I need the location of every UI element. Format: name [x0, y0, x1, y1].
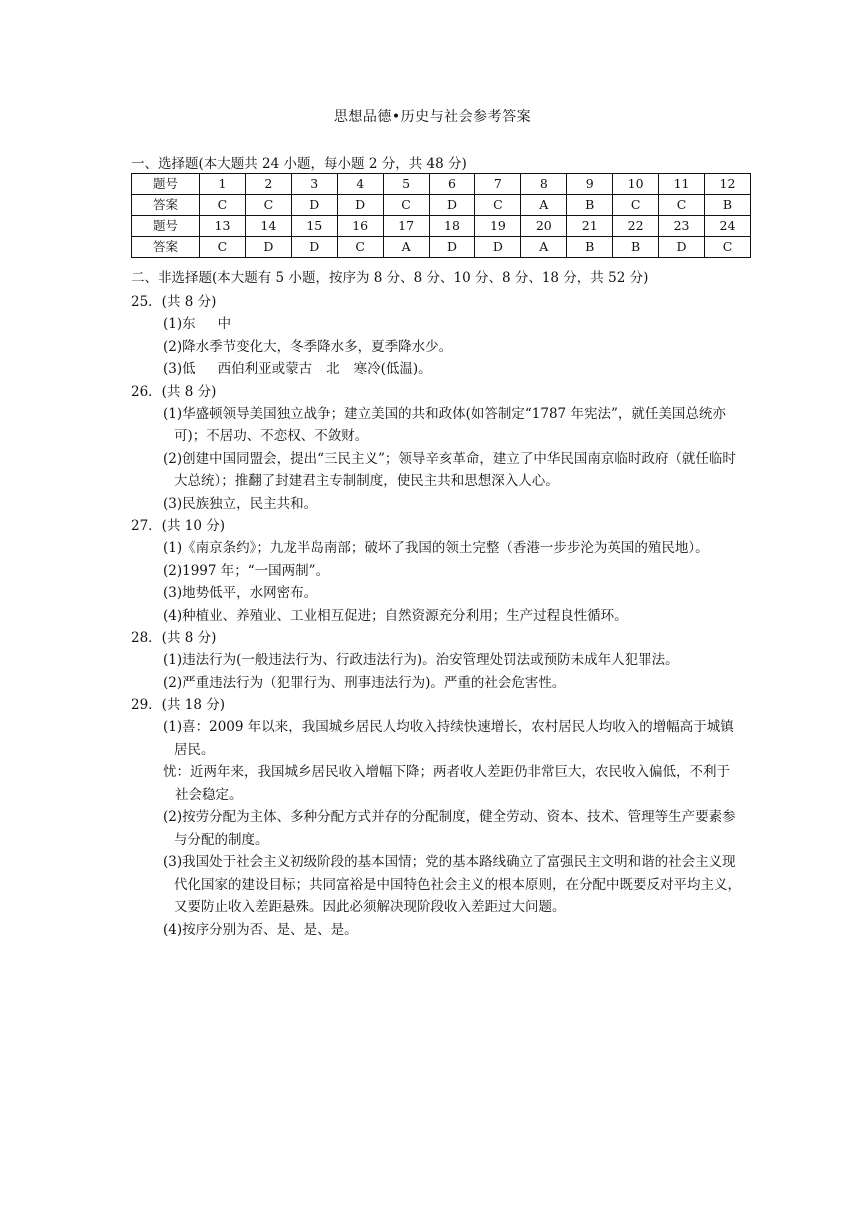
question-number: 9 [567, 174, 613, 195]
answer-cell: D [291, 195, 337, 216]
q25-answer-1: (1)东 中 [163, 316, 232, 332]
question-number: 13 [200, 216, 246, 237]
question-number: 4 [337, 174, 383, 195]
answer-cell: B [567, 195, 613, 216]
answer-cell: D [291, 237, 337, 258]
question-number: 1 [200, 174, 246, 195]
q27-answer-1: (1)《南京条约》；九龙半岛南部；破坏了我国的领土完整（香港一步步沦为英国的殖民地）。 [163, 540, 709, 556]
answer-cell: D [429, 195, 475, 216]
question-27-heading: 27．(共 10 分) [131, 518, 225, 534]
q27-answer-3: (3)地势低平，水网密布。 [163, 585, 318, 601]
question-number: 23 [659, 216, 705, 237]
question-25-heading: 25．(共 8 分) [131, 294, 217, 310]
answer-cell: B [613, 237, 659, 258]
answer-cell: D [245, 237, 291, 258]
q25-answer-3: (3)低 西伯利亚或蒙古 北 寒冷(低温)。 [163, 361, 432, 377]
question-number: 18 [429, 216, 475, 237]
question-number: 24 [704, 216, 750, 237]
q29-answer-3: (3)我国处于社会主义初级阶段的基本国情；党的基本路线确立了富强民主文明和谐的社会主义现代化国家的建设目标；共同富裕是中国特色社会主义的根本原则，在分配中既要反对平均主义，又要防止收入差距悬殊。因此必须解决现阶段收入差距过大问题。 [163, 854, 741, 915]
q29-answer-2: (2)按劳分配为主体、多种分配方式并存的分配制度，健全劳动、资本、技术、管理等生产要素参与分配的制度。 [163, 809, 736, 848]
section-1-heading: 一、选择题(本大题共 24 小题，每小题 2 分，共 48 分) [131, 156, 467, 172]
answer-cell: C [475, 195, 521, 216]
answer-cell: D [659, 237, 705, 258]
answer-table [131, 173, 751, 258]
q26-answer-2: (2)创建中国同盟会，提出“三民主义”；领导辛亥革命，建立了中华民国南京临时政府（就任临时大总统）；推翻了封建君主专制制度，使民主共和思想深入人心。 [163, 450, 736, 489]
answer-cell: C [200, 195, 246, 216]
answer-cell: C [200, 237, 246, 258]
question-number: 15 [291, 216, 337, 237]
answer-cell: D [429, 237, 475, 258]
question-number: 12 [704, 174, 750, 195]
row-label: 答案 [132, 195, 200, 216]
question-number: 16 [337, 216, 383, 237]
q28-answer-1: (1)违法行为(一般违法行为、行政违法行为)。治安管理处罚法或预防未成年人犯罪法。 [163, 652, 679, 668]
answer-cell: C [704, 237, 750, 258]
q28-answer-2: (2)严重违法行为（犯罪行为、刑事违法行为)。严重的社会危害性。 [163, 674, 566, 691]
question-number: 6 [429, 174, 475, 195]
q27-answer-4: (4)种植业、养殖业、工业相互促进；自然资源充分利用；生产过程良性循环。 [163, 607, 628, 624]
question-number: 2 [245, 174, 291, 195]
row-label: 题号 [132, 174, 200, 195]
question-number: 5 [383, 174, 429, 195]
answer-cell: B [567, 237, 613, 258]
question-number: 22 [613, 216, 659, 237]
answer-cell: C [337, 237, 383, 258]
question-number: 20 [521, 216, 567, 237]
section-2-heading: 二、非选择题(本大题有 5 小题，按序为 8 分、8 分、10 分、8 分、18 分，共 52 分) [131, 270, 649, 286]
question-number: 17 [383, 216, 429, 237]
q29-answer-4: (4)按序分别为否、是、是、是。 [163, 921, 358, 938]
answer-cell: C [659, 195, 705, 216]
question-number: 19 [475, 216, 521, 237]
answer-cell: B [704, 195, 750, 216]
question-29-heading: 29．(共 18 分) [131, 697, 225, 713]
table-row-numbers-1 [132, 174, 751, 195]
row-label: 题号 [132, 216, 200, 237]
q29-answer-1-worry: 忧：近两年来，我国城乡居民收入增幅下降；两者收人差距仍非常巨大，农民收入偏低，不利于社会稳定。 [163, 764, 730, 803]
answer-cell: A [383, 237, 429, 258]
answer-cell: A [521, 237, 567, 258]
answer-cell: C [613, 195, 659, 216]
answer-cell: D [337, 195, 383, 216]
answers-body [131, 291, 741, 941]
q29-answer-1: (1)喜：2009 年以来，我国城乡居民人均收入持续快速增长，农村居民人均收入的增幅高于城镇居民。 [163, 719, 734, 758]
table-row-numbers-2 [132, 216, 751, 237]
row-label: 答案 [132, 237, 200, 258]
question-number: 7 [475, 174, 521, 195]
question-number: 3 [291, 174, 337, 195]
answer-cell: A [521, 195, 567, 216]
q26-answer-3: (3)民族独立，民主共和。 [163, 495, 318, 512]
q26-answer-1: (1)华盛顿领导美国独立战争；建立美国的共和政体(如答制定“1787 年宪法”，就任美国总统亦可)；不居功、不恋权、不敛财。 [163, 405, 726, 444]
page-title: 思想品德•历史与社会参考答案 [333, 109, 532, 125]
q27-answer-2: (2)1997 年；“一国两制”。 [163, 562, 330, 579]
answer-cell: D [475, 237, 521, 258]
question-number: 14 [245, 216, 291, 237]
question-number: 8 [521, 174, 567, 195]
table-row-answers-1 [132, 195, 751, 216]
table-row-answers-2 [132, 237, 751, 258]
q25-answer-2: (2)降水季节变化大，冬季降水多，夏季降水少。 [163, 338, 453, 355]
question-26-heading: 26．(共 8 分) [131, 383, 217, 400]
question-28-heading: 28．(共 8 分) [131, 630, 217, 646]
question-number: 11 [659, 174, 705, 195]
question-number: 10 [613, 174, 659, 195]
question-number: 21 [567, 216, 613, 237]
answer-cell: C [383, 195, 429, 216]
answer-cell: C [245, 195, 291, 216]
